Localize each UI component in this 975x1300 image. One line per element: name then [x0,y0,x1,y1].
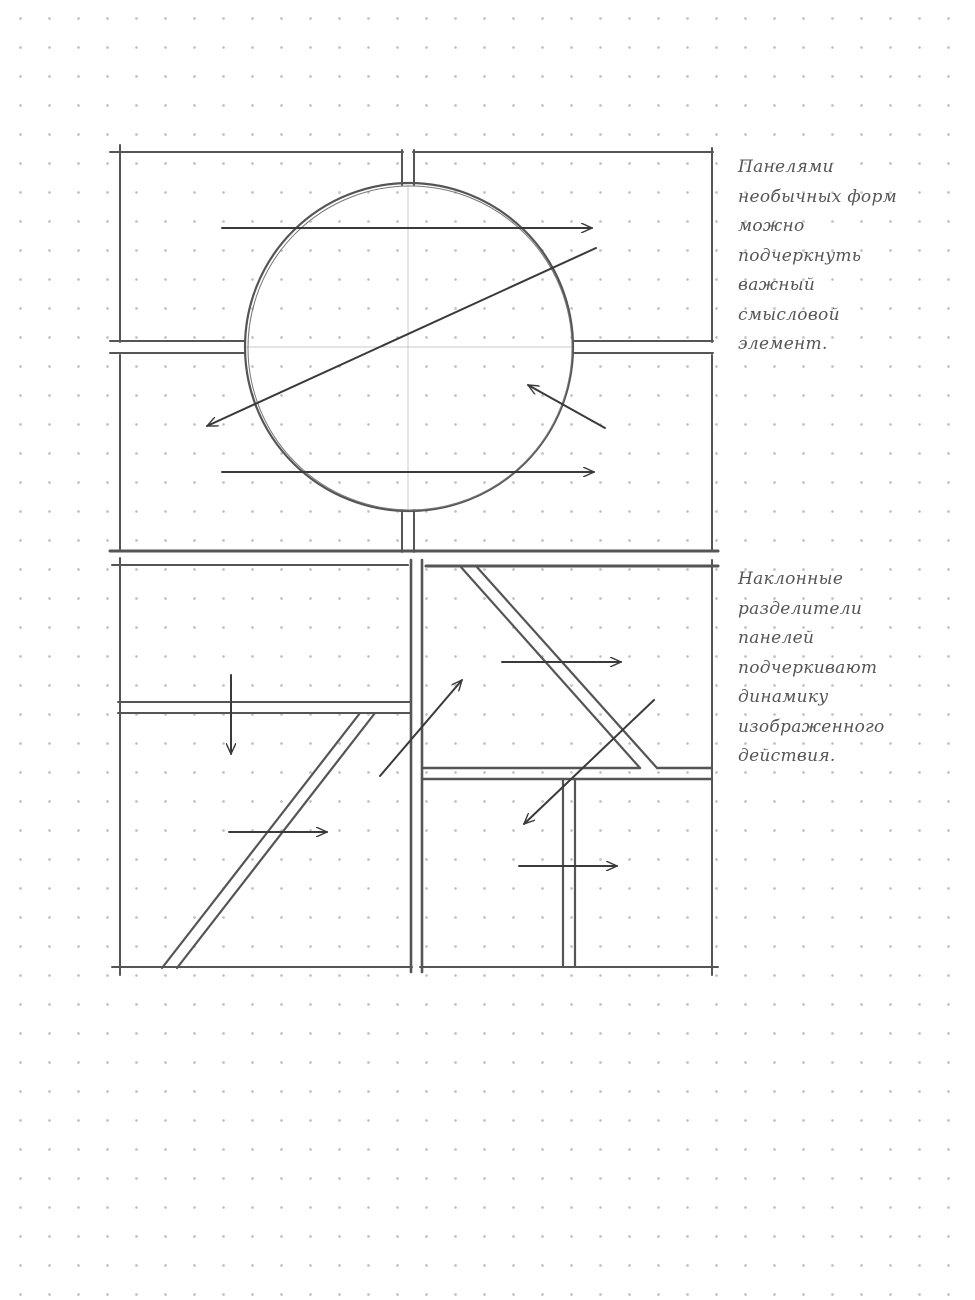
note-line: Наклонные [738,569,844,589]
note-line: разделители [738,598,863,619]
note-line: подчеркивают [738,657,878,678]
note-line: можно [738,216,805,236]
note-line: Панелями [738,157,834,177]
top-frame [110,145,718,551]
bottom-vertical-gutter [411,560,422,972]
note-line: смысловой [738,304,840,325]
note-line: действия. [738,746,836,766]
note-line: элемент. [738,334,828,354]
note-line: динамику [738,687,829,707]
note-unusual-panel-shapes [738,153,897,360]
note-line: подчеркнуть [738,245,862,266]
note-line: изображенного [738,716,885,737]
note-slanted-dividers [738,565,885,772]
right-slanted-gutter [460,566,657,768]
note-line: важный [738,275,816,295]
top-layout [110,145,718,552]
bottom-layout [112,558,718,975]
left-horizontal-gutter [118,702,410,713]
bottom-frame [112,558,718,975]
circle-panel-stroke-2 [248,186,572,510]
left-slanted-gutter [162,713,375,968]
lower-right-vertical-gutter [563,779,575,967]
note-line: панелей [738,628,815,648]
note-line: необычных форм [738,186,898,207]
right-horizontal-gutter [422,768,712,779]
